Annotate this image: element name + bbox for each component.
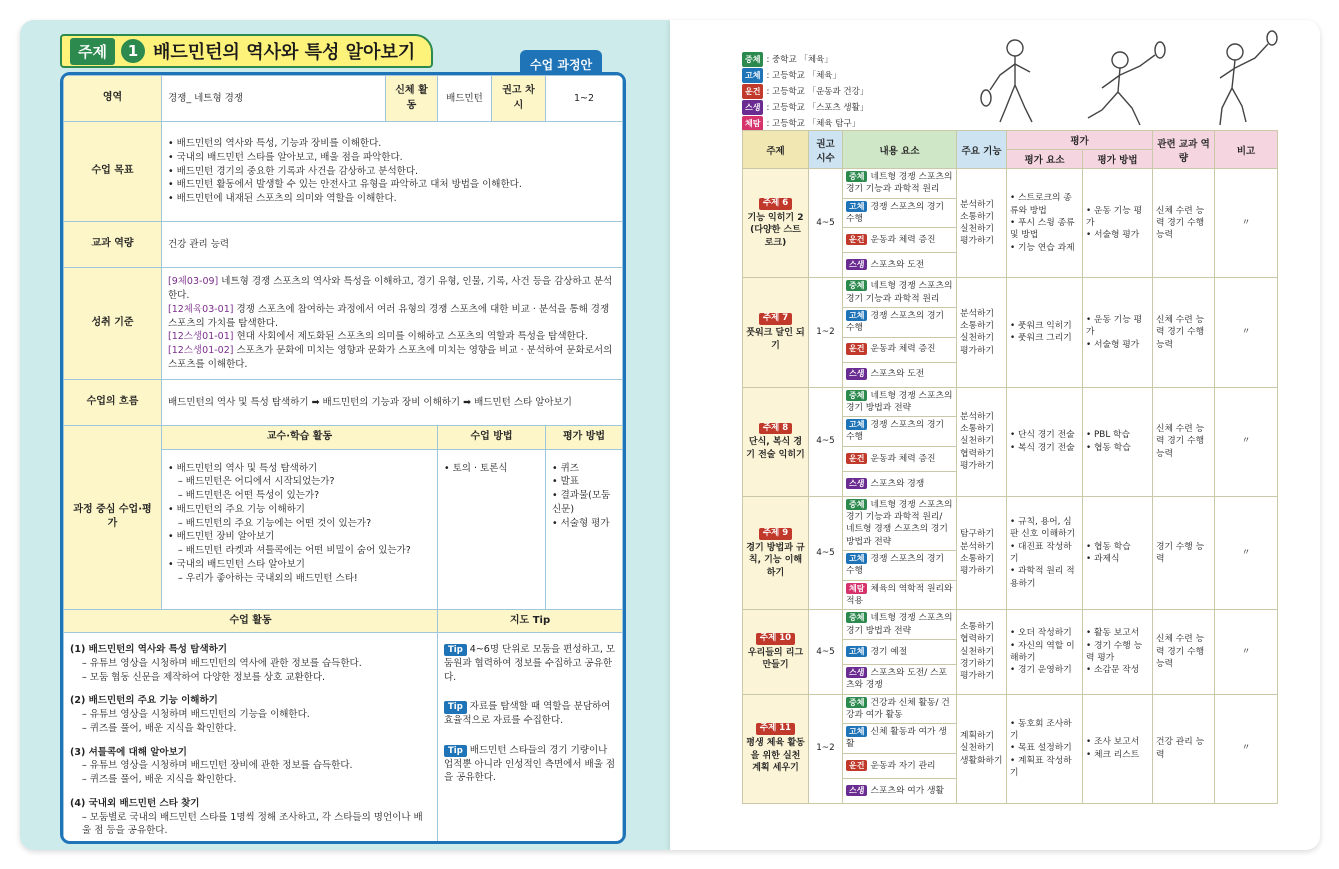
eval-element-item: • 목표 설정하기 xyxy=(1010,742,1079,754)
content-tag: 운건 xyxy=(846,234,867,245)
activity-value: 배드민턴 xyxy=(438,76,492,122)
content-cell xyxy=(843,778,957,803)
eval-element-cell xyxy=(1007,496,1083,610)
table-row xyxy=(743,694,1278,724)
left-page xyxy=(20,20,670,850)
activity-title: (1) 배드민턴의 역사와 특성 탐색하기 xyxy=(70,644,228,655)
activity-sub: – 유튜브 영상을 시청하며 배드민턴의 역사에 관한 정보를 습득한다. xyxy=(70,657,431,671)
standard-item xyxy=(168,344,616,372)
content-tag: 운건 xyxy=(846,453,867,464)
process-col-method: 수업 방법 xyxy=(438,426,546,450)
eval-element-item: • 과학적 원리 적용하기 xyxy=(1010,565,1079,590)
legend-tag: 운건 xyxy=(742,84,763,99)
tip-badge: Tip xyxy=(444,701,467,713)
topic-pill: 주제 7 xyxy=(759,313,792,325)
activity-list xyxy=(64,633,438,845)
tip-badge: Tip xyxy=(444,644,467,656)
process-method-item: • 토의 · 토론식 xyxy=(444,462,539,476)
content-cell xyxy=(843,446,957,471)
hours-cell: 4~5 xyxy=(809,169,843,278)
content-tag: 체탐 xyxy=(846,583,867,594)
topic-name: 평생 체육 활동을 위한 실천 계획 세우기 xyxy=(746,738,805,774)
col-note: 비고 xyxy=(1215,131,1278,169)
legend-text: : 고등학교 「체육」 xyxy=(766,71,842,81)
eval-method-item: • 서술형 평가 xyxy=(1086,339,1149,351)
content-cell xyxy=(843,664,957,694)
hours-cell: 4~5 xyxy=(809,496,843,610)
legend-tag: 중체 xyxy=(742,52,763,67)
legend-tag: 스생 xyxy=(742,100,763,115)
content-text: 운동과 체력 증진 xyxy=(870,453,936,464)
content-tag: 운건 xyxy=(846,760,867,771)
eval-element-item: • 경기 운영하기 xyxy=(1010,664,1079,676)
legend-item xyxy=(742,52,868,68)
content-text: 운동과 체력 증진 xyxy=(870,235,936,246)
hours-cell: 1~2 xyxy=(809,694,843,803)
content-tag: 스생 xyxy=(846,259,867,270)
skill-cell: 분석하기 소통하기 실천하기 평가하기 xyxy=(957,278,1007,387)
process-activity-item: • 배드민턴 장비 알아보기 xyxy=(168,530,431,544)
curriculum-table xyxy=(742,130,1278,804)
content-tag: 스생 xyxy=(846,785,867,796)
eval-element-cell xyxy=(1007,278,1083,387)
eval-method-item: • 경기 수행 능력 평가 xyxy=(1086,640,1149,665)
tip-list xyxy=(438,633,623,845)
note-cell: 〃 xyxy=(1215,496,1278,610)
eval-method-item: • 협동 학습 xyxy=(1086,541,1149,553)
skill-cell: 분석하기 소통하기 실천하기 협력하기 평가하기 xyxy=(957,387,1007,496)
topic-pill: 주제 8 xyxy=(759,423,792,435)
standard-text: 네트형 경쟁 스포츠의 역사와 특성을 이해하고, 경기 유형, 인물, 기록, 사건 등을 감상하고 분석한다. xyxy=(168,276,613,302)
content-text: 경쟁 스포츠의 경기 수행 xyxy=(846,201,945,224)
standard-code: [12스생01-01] xyxy=(168,331,234,343)
goal-item: • 국내의 배드민턴 스타를 알아보고, 배울 점을 파악한다. xyxy=(168,151,616,165)
process-activity-item: • 국내의 배드민턴 스타 알아보기 xyxy=(168,558,431,572)
content-text: 운동과 자기 관리 xyxy=(870,760,936,771)
flow-header: 수업의 흐름 xyxy=(64,380,162,426)
table-row xyxy=(743,278,1278,308)
standard-code: [9체03-09] xyxy=(168,276,219,288)
process-activity-item: • 배드민턴의 주요 기능 이해하기 xyxy=(168,503,431,517)
content-cell xyxy=(843,362,957,387)
process-activity-item: – 배드민턴은 어떤 특성이 있는가? xyxy=(168,489,431,503)
page-title: 배드민턴의 역사와 특성 알아보기 xyxy=(152,42,416,63)
activity-block xyxy=(70,746,431,787)
content-cell xyxy=(843,253,957,278)
activity-title: (4) 국내외 배드민턴 스타 찾기 xyxy=(70,797,200,809)
topic-name: 경기 방법과 규칙, 기능 이해하기 xyxy=(746,542,805,578)
content-cell xyxy=(843,580,957,610)
skill-cell: 계획하기 실천하기 생활화하기 xyxy=(957,694,1007,803)
activity-sub: – 퀴즈를 풀어, 배운 지식을 확인한다. xyxy=(70,722,431,736)
process-col-activity: 교수·학습 활동 xyxy=(162,426,438,450)
content-tag: 고체 xyxy=(846,310,867,321)
topic-banner xyxy=(60,34,433,68)
topic-pill: 주제 6 xyxy=(759,198,792,210)
note-cell: 〃 xyxy=(1215,169,1278,278)
eval-element-item: • 복식 경기 전술 xyxy=(1010,442,1079,454)
tip-section-header: 지도 Tip xyxy=(438,609,623,633)
topic-cell xyxy=(743,610,809,694)
area-value: 경쟁_ 네트형 경쟁 xyxy=(162,76,386,122)
eval-method-item: • 활동 보고서 xyxy=(1086,627,1149,639)
tip-badge: Tip xyxy=(444,745,467,757)
eval-element-item: • 동호회 조사하기 xyxy=(1010,718,1079,743)
eval-element-item: • 계획표 작성하기 xyxy=(1010,755,1079,780)
eval-method-item: • 운동 기능 평가 xyxy=(1086,205,1149,230)
eval-method-cell xyxy=(1083,496,1153,610)
eval-element-cell xyxy=(1007,387,1083,496)
process-activities xyxy=(162,449,438,609)
content-text: 스포츠와 도전 xyxy=(870,260,925,271)
legend-tag: 고체 xyxy=(742,68,763,83)
content-tag: 중체 xyxy=(846,171,867,182)
content-text: 스포츠와 도전/ 스포츠와 경쟁 xyxy=(846,667,948,691)
skill-cell: 탐구하기 분석하기 소통하기 평가하기 xyxy=(957,496,1007,610)
process-header: 과정 중심 수업·평가 xyxy=(64,426,162,610)
content-tag: 고체 xyxy=(846,646,867,657)
skill-cell: 소통하기 협력하기 실천하기 경기하기 평가하기 xyxy=(957,610,1007,694)
content-text: 경기 예절 xyxy=(870,646,908,657)
content-cell xyxy=(843,417,957,447)
col-eval: 평가 xyxy=(1007,131,1153,150)
content-cell xyxy=(843,753,957,778)
topic-cell xyxy=(743,694,809,803)
legend-text: : 중학교 「체육」 xyxy=(766,55,833,65)
content-tag: 고체 xyxy=(846,419,867,430)
note-cell: 〃 xyxy=(1215,694,1278,803)
eval-method-list xyxy=(1086,627,1149,676)
competency-cell: 신체 수련 능력 경기 수행 능력 xyxy=(1153,387,1215,496)
eval-element-list xyxy=(1010,516,1079,590)
content-cell xyxy=(843,471,957,496)
eval-method-cell xyxy=(1083,387,1153,496)
standard-list xyxy=(162,268,623,380)
table-row xyxy=(743,610,1278,640)
competency-cell: 건강 관리 능력 xyxy=(1153,694,1215,803)
eval-method-cell xyxy=(1083,169,1153,278)
content-text: 네트형 경쟁 스포츠의 경기 기능과 과학적 원리 xyxy=(846,172,953,195)
eval-element-item: • 대진표 작성하기 xyxy=(1010,541,1079,566)
legend-text: : 고등학교 「체육 탐구」 xyxy=(766,119,861,129)
standard-text: 경쟁 스포츠에 참여하는 과정에서 여러 유형의 경쟁 스포츠에 대한 비교 · 분석을 통해 경쟁 스포츠의 가치를 탐색한다. xyxy=(168,303,610,329)
standard-text: 현대 사회에서 제도화된 스포츠의 의미를 이해하고 스포츠의 역할과 특성을 탐색한다. xyxy=(233,331,588,343)
process-activity-item: • 배드민턴의 역사 및 특성 탐색하기 xyxy=(168,462,431,476)
col-skill: 주요 기능 xyxy=(957,131,1007,169)
topic-pill: 주제 10 xyxy=(756,633,795,645)
content-tag: 중체 xyxy=(846,697,867,708)
content-text: 스포츠와 도전 xyxy=(870,369,925,380)
content-cell xyxy=(843,639,957,664)
eval-element-item: • 오더 작성하기 xyxy=(1010,627,1079,639)
lesson-plan-box xyxy=(60,72,626,844)
eval-method-item: • PBL 학습 xyxy=(1086,429,1149,441)
eval-method-cell xyxy=(1083,610,1153,694)
topic-cell xyxy=(743,169,809,278)
note-cell: 〃 xyxy=(1215,610,1278,694)
competency-cell: 신체 수련 능력 경기 수행 능력 xyxy=(1153,610,1215,694)
standard-header: 성취 기준 xyxy=(64,268,162,380)
eval-element-list xyxy=(1010,718,1079,780)
content-tag: 스생 xyxy=(846,667,867,678)
activity-sub: – 모둠 협동 신문을 제작하여 다양한 정보를 상호 교환한다. xyxy=(70,671,431,685)
activity-block xyxy=(70,797,431,838)
content-tag: 고체 xyxy=(846,201,867,212)
goal-list xyxy=(162,122,623,222)
content-tag: 중체 xyxy=(846,612,867,623)
content-text: 네트형 경쟁 스포츠의 경기 방법과 전략 xyxy=(846,613,953,636)
content-tag: 운건 xyxy=(846,343,867,354)
content-tag: 스생 xyxy=(846,478,867,489)
right-page xyxy=(670,20,1320,850)
hours-cell: 1~2 xyxy=(809,278,843,387)
table-row xyxy=(743,169,1278,199)
eval-method-cell xyxy=(1083,278,1153,387)
activity-block xyxy=(70,694,431,735)
lesson-plan-table xyxy=(63,75,623,844)
col-competency: 관련 교과 역량 xyxy=(1153,131,1215,169)
eval-element-item: • 규칙, 용어, 심판 신호 이해하기 xyxy=(1010,516,1079,541)
skill-cell: 분석하기 소통하기 실천하기 평가하기 xyxy=(957,169,1007,278)
table-row xyxy=(743,496,1278,550)
eval-method-list xyxy=(1086,541,1149,566)
badminton-player-sketches xyxy=(970,30,1290,130)
content-text: 운동과 체력 증진 xyxy=(870,344,936,355)
eval-method-list xyxy=(1086,314,1149,351)
content-cell xyxy=(843,694,957,724)
activity-sub: – 유튜브 영상을 시청하며 배드민턴 장비에 관한 정보를 습득한다. xyxy=(70,759,431,773)
eval-element-item: • 푸시 스윙 종류 및 방법 xyxy=(1010,217,1079,242)
topic-pill: 주제 9 xyxy=(759,528,792,540)
content-cell xyxy=(843,724,957,754)
content-tag: 고체 xyxy=(846,726,867,737)
content-text: 건강과 신체 활동/ 건강과 여가 활동 xyxy=(846,697,950,720)
activity-title: (2) 배드민턴의 주요 기능 이해하기 xyxy=(70,695,218,707)
col-eval-method: 평가 방법 xyxy=(1083,150,1153,169)
topic-tag: 주제 xyxy=(70,38,115,65)
eval-method-item: • 과제식 xyxy=(1086,553,1149,565)
content-text: 경쟁 스포츠의 경기 수행 xyxy=(846,554,945,577)
content-tag: 중체 xyxy=(846,390,867,401)
standard-item xyxy=(168,330,616,344)
process-eval-item: • 서술형 평가 xyxy=(552,517,616,531)
tip-text: 자료를 탐색할 때 역할을 분담하여 효율적으로 자료를 수집한다. xyxy=(444,701,611,727)
topic-cell xyxy=(743,387,809,496)
process-eval-item: • 결과물(모둠 신문) xyxy=(552,489,616,517)
topic-pill: 주제 11 xyxy=(756,723,795,735)
goal-item: • 배드민턴의 역사와 특성, 기능과 장비를 이해한다. xyxy=(168,137,616,151)
content-tag: 중체 xyxy=(846,280,867,291)
content-cell xyxy=(843,278,957,308)
eval-method-item: • 조사 보고서 xyxy=(1086,736,1149,748)
topic-name: 우리들의 리그 만들기 xyxy=(747,647,804,671)
content-cell xyxy=(843,387,957,417)
plan-badge: 수업 과정안 xyxy=(520,50,602,79)
col-eval-element: 평가 요소 xyxy=(1007,150,1083,169)
content-cell xyxy=(843,198,957,228)
content-cell xyxy=(843,337,957,362)
eval-element-cell xyxy=(1007,169,1083,278)
legend-item xyxy=(742,68,868,84)
legend xyxy=(742,52,868,132)
process-activity-item: – 배드민턴의 주요 기능에는 어떤 것이 있는가? xyxy=(168,517,431,531)
player-sketch-1-icon xyxy=(981,40,1032,122)
eval-element-list xyxy=(1010,627,1079,676)
legend-item xyxy=(742,100,868,116)
note-cell: 〃 xyxy=(1215,278,1278,387)
eval-element-item: • 자신의 역할 이해하기 xyxy=(1010,640,1079,665)
col-topic: 주제 xyxy=(743,131,809,169)
activity-header: 신체 활동 xyxy=(386,76,438,122)
goal-item: • 배드민턴 활동에서 발생할 수 있는 안전사고 유형을 파악하고 대처 방법을 이해한다. xyxy=(168,178,616,192)
table-row xyxy=(743,387,1278,417)
topic-name: 기능 익히기 2 (다양한 스트로크) xyxy=(747,212,804,248)
note-cell: 〃 xyxy=(1215,387,1278,496)
process-activity-item: – 배드민턴 라켓과 셔틀콕에는 어떤 비밀이 숨어 있는가? xyxy=(168,544,431,558)
legend-text: : 고등학교 「스포츠 생활」 xyxy=(766,103,869,113)
content-text: 체육의 역학적 원리와 적용 xyxy=(846,583,953,606)
content-cell xyxy=(843,169,957,199)
process-methods xyxy=(438,449,546,609)
topic-cell xyxy=(743,496,809,610)
content-text: 경쟁 스포츠의 경기 수행 xyxy=(846,420,945,443)
eval-element-cell xyxy=(1007,694,1083,803)
content-tag: 중체 xyxy=(846,499,867,510)
tip-item xyxy=(444,744,616,785)
standard-text: 스포츠가 문화에 미치는 영향과 문화가 스포츠에 미치는 영향을 비교 · 분석하여 문화로서의 스포츠를 이해한다. xyxy=(168,345,613,370)
process-activity-item: – 배드민턴은 어디에서 시작되었는가? xyxy=(168,475,431,489)
competency-cell: 신체 수련 능력 경기 수행 능력 xyxy=(1153,278,1215,387)
area-header: 영역 xyxy=(64,76,162,122)
topic-number: 1 xyxy=(121,39,145,63)
process-eval-item: • 퀴즈 xyxy=(552,462,616,476)
col-hours: 권고 시수 xyxy=(809,131,843,169)
hours-cell: 4~5 xyxy=(809,610,843,694)
eval-element-item: • 기능 연습 과제 xyxy=(1010,242,1079,254)
content-cell xyxy=(843,228,957,253)
eval-method-list xyxy=(1086,429,1149,454)
competency-cell: 신체 수련 능력 경기 수행 능력 xyxy=(1153,169,1215,278)
content-cell xyxy=(843,610,957,640)
goal-item: • 배드민턴에 내재된 스포츠의 의미와 역할을 이해한다. xyxy=(168,192,616,206)
competency-header: 교과 역량 xyxy=(64,222,162,268)
eval-element-item: • 풋워크 익히기 xyxy=(1010,320,1079,332)
content-text: 경쟁 스포츠의 경기 수행 xyxy=(846,310,945,334)
eval-element-cell xyxy=(1007,610,1083,694)
content-tag: 고체 xyxy=(846,553,867,564)
eval-method-item: • 운동 기능 평가 xyxy=(1086,314,1149,339)
eval-method-cell xyxy=(1083,694,1153,803)
activity-sub: – 유튜브 영상을 시청하며 배드민턴의 기능을 이해한다. xyxy=(70,708,431,722)
content-text: 네트형 경쟁 스포츠의 경기 방법과 전략 xyxy=(846,390,953,413)
eval-element-list xyxy=(1010,320,1079,345)
eval-element-item: • 단식 경기 전술 xyxy=(1010,429,1079,441)
legend-tag: 체탐 xyxy=(742,116,763,131)
player-sketch-3-icon xyxy=(1220,31,1277,125)
content-text: 스포츠와 경쟁 xyxy=(870,478,925,489)
tip-text: 배드민턴 스타들의 경기 기량이나 업적뿐 아니라 인성적인 측면에서 배울 점을 공유한다. xyxy=(444,744,616,784)
tip-item xyxy=(444,643,616,684)
eval-element-item: • 스트로크의 종류와 방법 xyxy=(1010,192,1079,217)
eval-method-list xyxy=(1086,736,1149,761)
content-cell xyxy=(843,551,957,581)
eval-method-item: • 소감문 작성 xyxy=(1086,664,1149,676)
content-cell xyxy=(843,307,957,337)
content-cell xyxy=(843,496,957,550)
activity-section-header: 수업 활동 xyxy=(64,609,438,633)
content-text: 네트형 경쟁 스포츠의 경기 기능과 과학적 원리 xyxy=(846,281,953,304)
eval-element-item: • 풋워크 그리기 xyxy=(1010,332,1079,344)
eval-element-list xyxy=(1010,192,1079,254)
process-activity-item: – 우리가 좋아하는 국내외의 배드민턴 스타! xyxy=(168,572,431,586)
standard-item xyxy=(168,275,616,303)
player-sketch-2-icon xyxy=(1088,42,1165,125)
process-col-eval: 평가 방법 xyxy=(546,426,623,450)
standard-item xyxy=(168,303,616,331)
goal-header: 수업 목표 xyxy=(64,122,162,222)
flow-value: 배드민턴의 역사 및 특성 탐색하기 ➡ 배드민턴의 기능과 장비 이해하기 ➡ 배드민턴 스타 알아보기 xyxy=(162,380,623,426)
activity-sub: – 퀴즈를 풀어, 배운 지식을 확인한다. xyxy=(70,773,431,787)
goal-item: • 배드민턴 경기의 중요한 기록과 사건을 감상하고 분석한다. xyxy=(168,165,616,179)
standard-code: [12체육03-01] xyxy=(168,303,234,315)
tip-text: 4~6명 단위로 모둠을 편성하고, 모둠원과 협력하여 정보를 수집하고 공유한다. xyxy=(444,644,616,683)
tip-item xyxy=(444,700,616,728)
content-text: 스포츠와 여가 생활 xyxy=(870,785,945,796)
competency-cell: 경기 수행 능력 xyxy=(1153,496,1215,610)
hours-value: 1~2 xyxy=(546,76,623,122)
content-text: 신체 활동과 여가 생활 xyxy=(846,727,947,750)
activity-title: (3) 셔틀콕에 대해 알아보기 xyxy=(70,746,187,758)
topic-name: 풋워크 달인 되기 xyxy=(746,328,805,351)
process-evals xyxy=(546,449,623,609)
legend-text: : 고등학교 「운동과 건강」 xyxy=(766,87,869,97)
standard-code: [12스생01-02] xyxy=(168,345,234,357)
eval-method-item: • 체크 리스트 xyxy=(1086,749,1149,761)
activity-sub: – 모둠별로 국내의 배드민턴 스타를 1명씩 정해 조사하고, 각 스타들의 명언이나 배울 점 등을 공유한다. xyxy=(70,811,431,839)
hours-cell: 4~5 xyxy=(809,387,843,496)
activity-block xyxy=(70,643,431,684)
eval-method-list xyxy=(1086,205,1149,242)
eval-element-list xyxy=(1010,429,1079,454)
hours-header: 권고 차시 xyxy=(492,76,546,122)
content-tag: 스생 xyxy=(846,368,867,379)
eval-method-item: • 서술형 평가 xyxy=(1086,229,1149,241)
topic-cell xyxy=(743,278,809,387)
competency-value: 건강 관리 능력 xyxy=(162,222,623,268)
topic-name: 단식, 복식 경기 전술 익히기 xyxy=(746,437,805,461)
eval-method-item: • 협동 학습 xyxy=(1086,442,1149,454)
content-text: 네트형 경쟁 스포츠의 경기 기능과 과학적 원리/ 네트형 경쟁 스포츠의 경기 방법과 전략 xyxy=(846,499,953,547)
legend-item xyxy=(742,84,868,100)
process-eval-item: • 발표 xyxy=(552,475,616,489)
col-content: 내용 요소 xyxy=(843,131,957,169)
